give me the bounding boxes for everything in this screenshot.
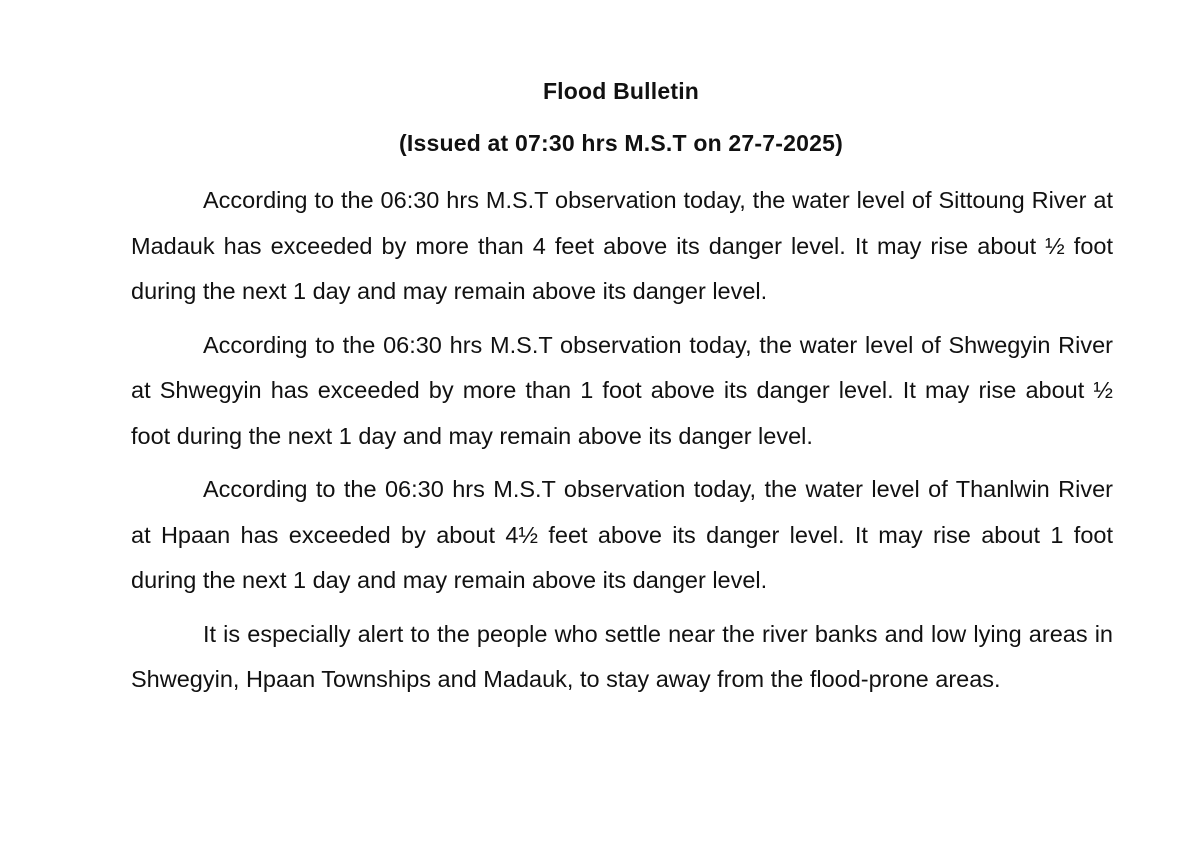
paragraph-thanlwin: According to the 06:30 hrs M.S.T observation today, the water level of Thanlwin River at Hpaan has exceeded by about 4½ feet above its danger level. It may rise about 1 foot during the next 1 day and may remain above its danger level. bbox=[131, 476, 1113, 593]
issued-time: (Issued at 07:30 hrs M.S.T on 27-7-2025) bbox=[399, 130, 843, 156]
paragraph-sittoung: According to the 06:30 hrs M.S.T observation today, the water level of Sittoung River at Madauk has exceeded by more than 4 feet above its danger level. It may rise about ½ foot during the next 1 day and may remain above its danger level. bbox=[131, 187, 1113, 304]
bulletin-body bbox=[131, 178, 1113, 711]
paragraph-alert: It is especially alert to the people who settle near the river banks and low lying areas in Shwegyin, Hpaan Townships and Madauk, to stay away from the flood-prone areas. bbox=[131, 620, 1113, 692]
paragraph-shwegyin: According to the 06:30 hrs M.S.T observation today, the water level of Shwegyin River at Shwegyin has exceeded by more than 1 foot above its danger level. It may rise about ½ foot during the next 1 day and may remain above its danger level. bbox=[131, 331, 1113, 449]
bulletin-title: Flood Bulletin bbox=[542, 78, 700, 104]
